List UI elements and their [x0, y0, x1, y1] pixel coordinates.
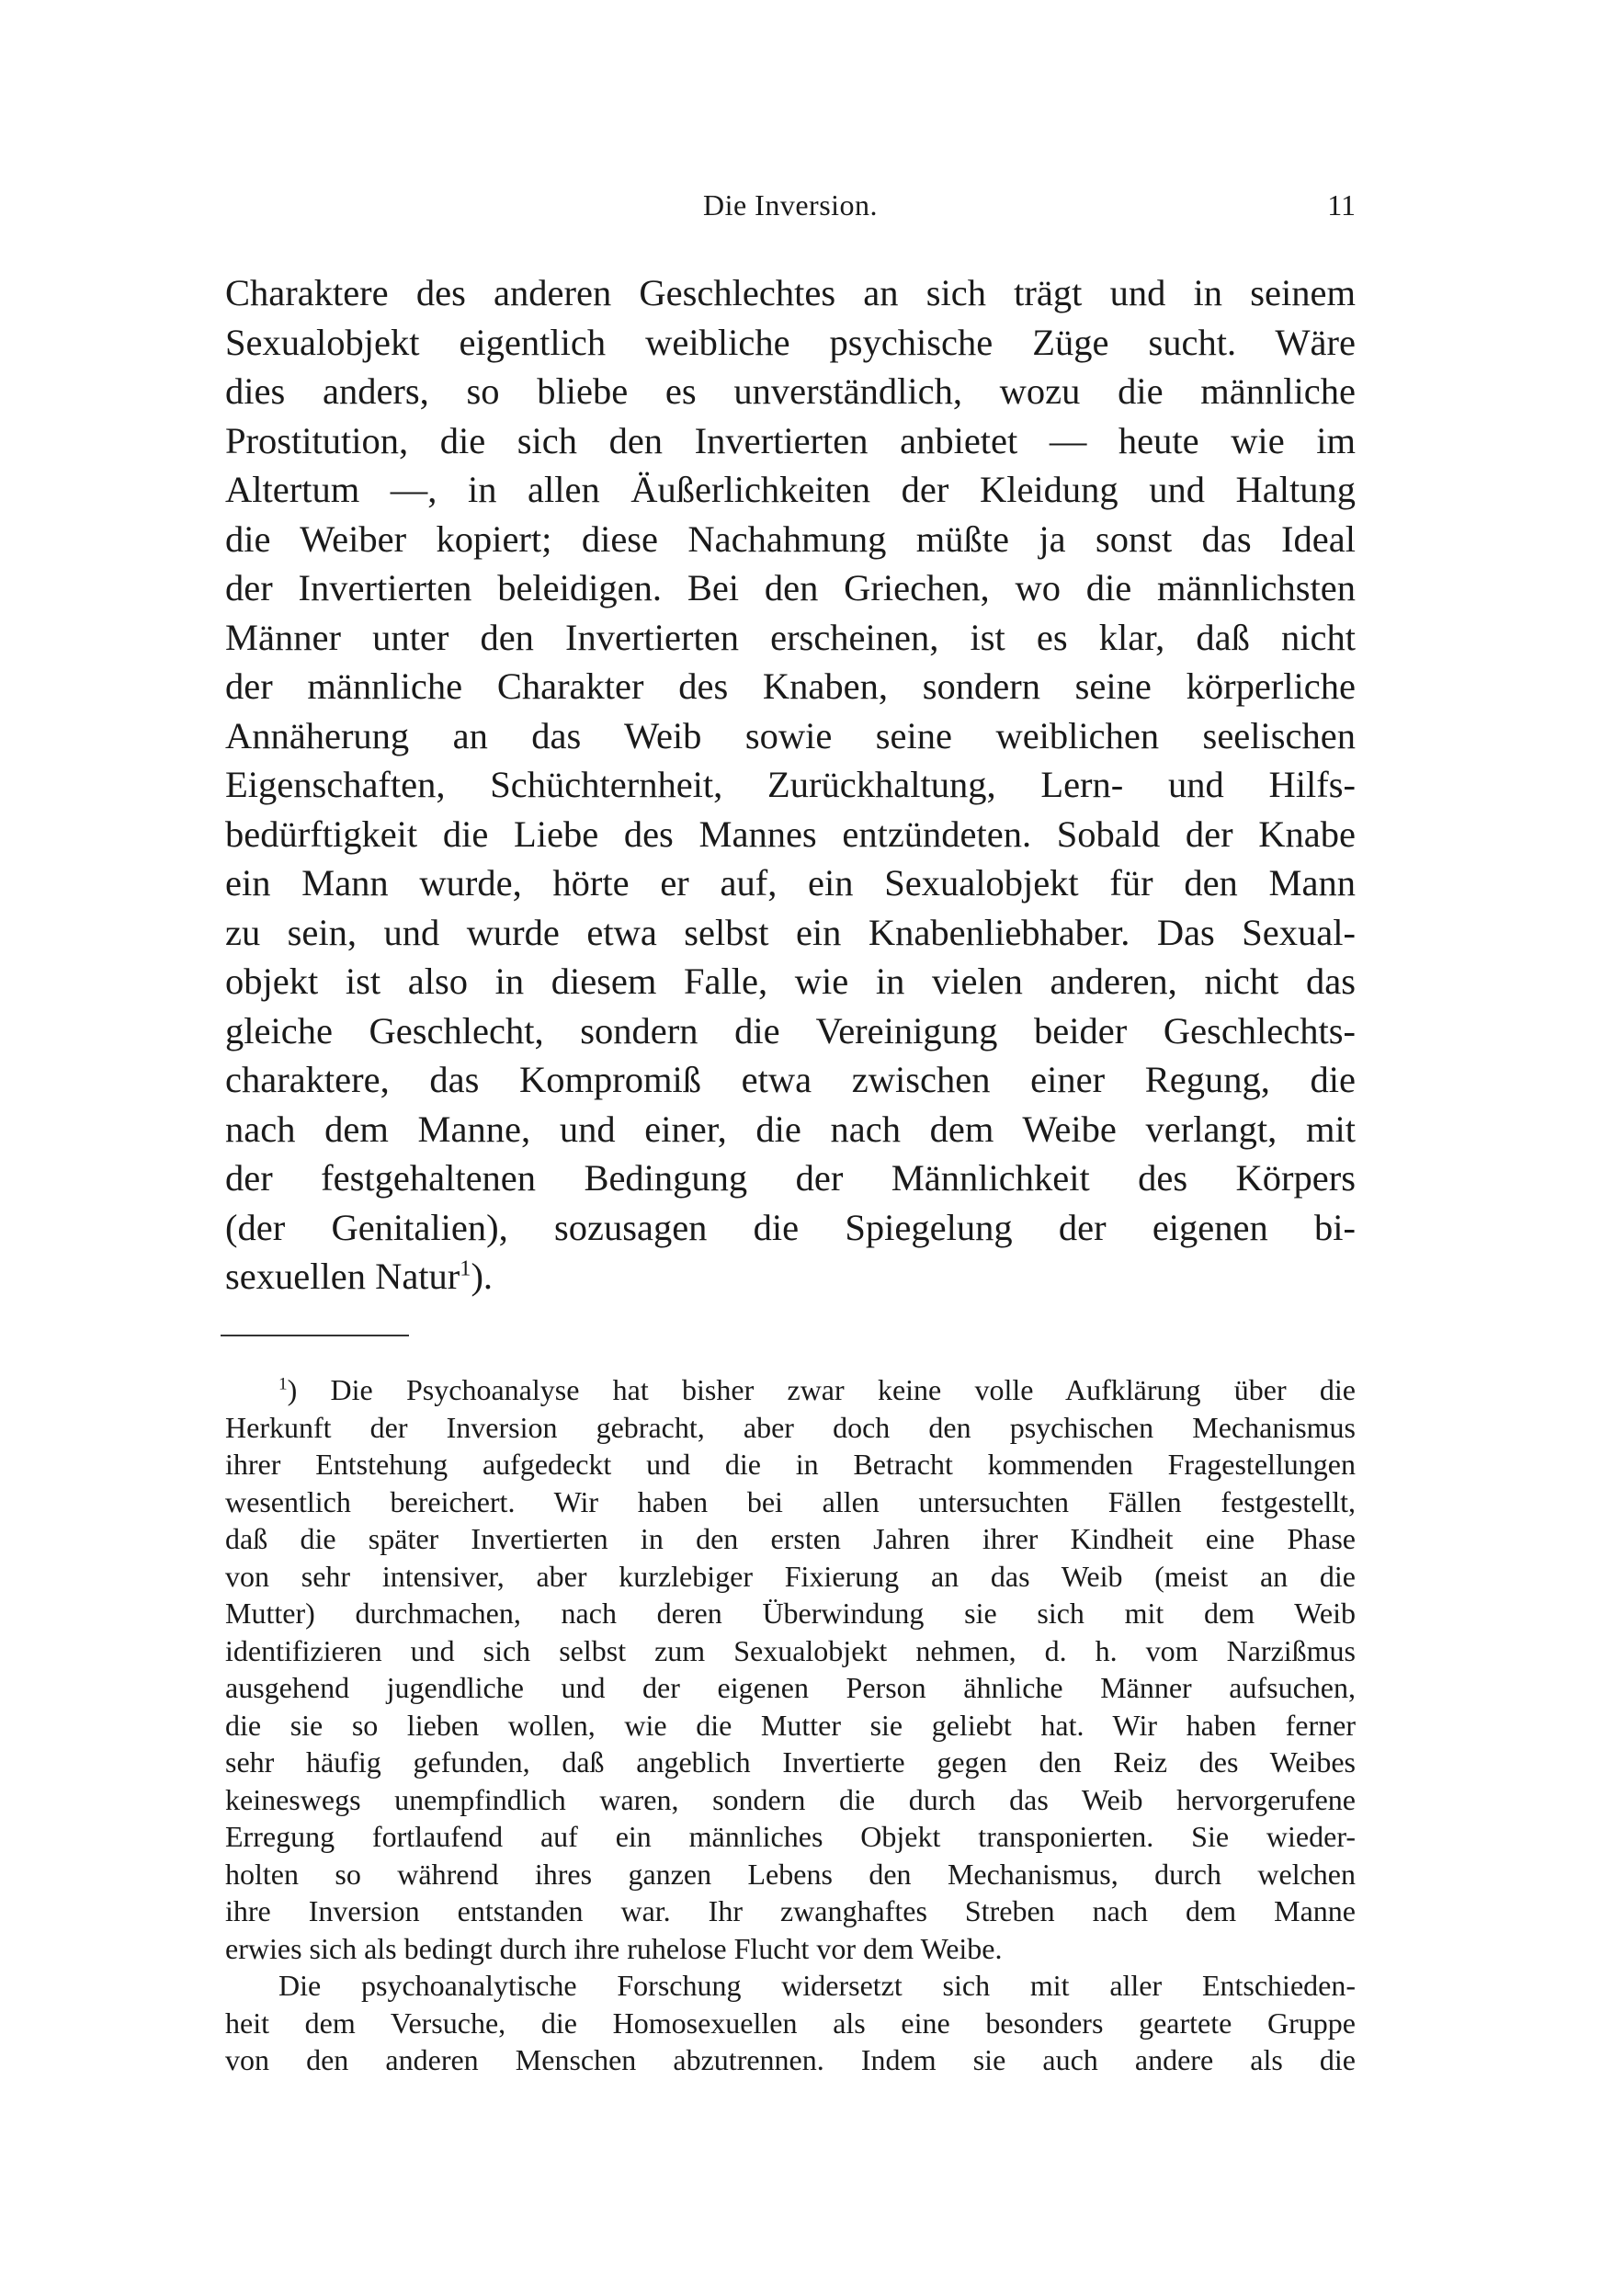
main-line: die Weiber kopiert; diese Nachahmung müßte ja sonst das Ideal — [225, 517, 1356, 560]
footnote-line: keineswegs unempfindlich waren, sondern die durch das Weib hervorgerufene — [225, 1782, 1356, 1816]
main-line: Annäherung an das Weib sowie seine weiblichen seelischen — [225, 714, 1356, 756]
main-paragraph — [225, 268, 1356, 1301]
main-line: der festgehaltenen Bedingung der Männlichkeit des Körpers — [225, 1157, 1356, 1199]
footnote-paragraph2-line: von den anderen Menschen abzutrennen. Indem sie auch andere als die — [225, 2043, 1356, 2076]
footnote-line: sehr häufig gefunden, daß angeblich Invertierte gegen den Reiz des Weibes — [225, 1745, 1356, 1779]
footnote-line: wesentlich bereichert. Wir haben bei allen untersuchten Fällen festgestellt, — [225, 1484, 1356, 1518]
footnote-line: von sehr intensiver, aber kurzlebiger Fixierung an das Weib (meist an die — [225, 1559, 1356, 1593]
footnote-line: Erregung fortlaufend auf ein männliches Objekt transponierten. Sie wieder- — [225, 1820, 1356, 1853]
footnote-line: ihrer Entstehung aufgedeckt und die in Betracht kommenden Fragestellungen — [225, 1448, 1356, 1481]
footnote-line: identifizieren und sich selbst zum Sexualobjekt nehmen, d. h. vom Narzißmus — [225, 1633, 1356, 1667]
footnote-paragraph2-line: Die psychoanalytische Forschung widersetzt sich mit aller Entschieden- — [278, 1969, 1356, 2002]
running-title: Die Inversion. — [702, 188, 879, 222]
running-head — [225, 188, 1356, 234]
main-line: Charaktere des anderen Geschlechtes an sich trägt und in seinem — [225, 272, 1356, 313]
main-last-line-text: sexuellen Natur — [225, 1256, 460, 1297]
footnote-divider — [221, 1335, 409, 1336]
main-line: Altertum —, in allen Äußerlichkeiten der Kleidung und Haltung — [225, 469, 1356, 510]
main-line: zu sein, und wurde etwa selbst ein Knabenliebhaber. Das Sexual- — [225, 911, 1356, 953]
footnote-line: daß die später Invertierten in den ersten Jahren ihrer Kindheit eine Phase — [225, 1522, 1356, 1555]
main-line: objekt ist also in diesem Falle, wie in vielen anderen, nicht das — [225, 960, 1356, 1002]
footnote-first-line — [225, 1371, 1356, 1409]
main-line: ein Mann wurde, hörte er auf, ein Sexualobjekt für den Mann — [225, 862, 1356, 904]
main-line: (der Genitalien), sozusagen die Spiegelung der eigenen bi- — [225, 1206, 1356, 1248]
footnote-line: ihre Inversion entstanden war. Ihr zwanghaftes Streben nach dem Manne — [225, 1894, 1356, 1927]
main-last-line — [225, 1252, 1356, 1301]
footnote-line: die sie so lieben wollen, wie die Mutter sie geliebt hat. Wir haben ferner — [225, 1708, 1356, 1742]
footnote-line: Herkunft der Inversion gebracht, aber doch den psychischen Mechanismus — [225, 1410, 1356, 1444]
main-line: gleiche Geschlecht, sondern die Vereinigung beider Geschlechts- — [225, 1009, 1356, 1051]
main-line: Sexualobjekt eigentlich weibliche psychische Züge sucht. Wäre — [225, 321, 1356, 363]
main-last-line-end: ). — [471, 1256, 494, 1297]
main-line: der männliche Charakter des Knaben, sondern seine körperliche — [225, 665, 1356, 707]
main-line: Männer unter den Invertierten erscheinen, ist es klar, daß nicht — [225, 616, 1356, 658]
main-line: Eigenschaften, Schüchternheit, Zurückhaltung, Lern- und Hilfs- — [225, 764, 1356, 805]
footnote-line: holten so während ihres ganzen Lebens den Mechanismus, durch welchen — [225, 1857, 1356, 1891]
main-line: nach dem Manne, und einer, die nach dem Weibe verlangt, mit — [225, 1108, 1356, 1150]
main-line: charaktere, das Kompromiß etwa zwischen einer Regung, die — [225, 1059, 1356, 1100]
footnote-marker: 1 — [278, 1374, 288, 1394]
main-line: bedürftigkeit die Liebe des Mannes entzündeten. Sobald der Knabe — [225, 813, 1356, 855]
page-number: 11 — [1327, 188, 1356, 222]
main-line: dies anders, so bliebe es unverständlich, wozu die männliche — [225, 370, 1356, 412]
footnote-first-line-text: ) Die Psychoanalyse hat bisher zwar keine volle Aufklärung über die — [287, 1373, 1356, 1406]
main-line: der Invertierten beleidigen. Bei den Griechen, wo die männlichsten — [225, 567, 1356, 608]
main-line: Prostitution, die sich den Invertierten anbietet — heute wie im — [225, 419, 1356, 461]
footnote — [225, 1371, 1356, 2079]
footnote-reference: 1 — [460, 1256, 471, 1281]
footnote-paragraph2-line: heit dem Versuche, die Homosexuellen als eine besonders geartete Gruppe — [225, 2006, 1356, 2040]
footnote-line: Mutter) durchmachen, nach deren Überwindung sie sich mit dem Weib — [225, 1597, 1356, 1630]
footnote-line: ausgehend jugendliche und der eigenen Person ähnliche Männer aufsuchen, — [225, 1671, 1356, 1704]
footnote-line: erwies sich als bedingt durch ihre ruhelose Flucht vor dem Weibe. — [225, 1931, 1003, 1965]
